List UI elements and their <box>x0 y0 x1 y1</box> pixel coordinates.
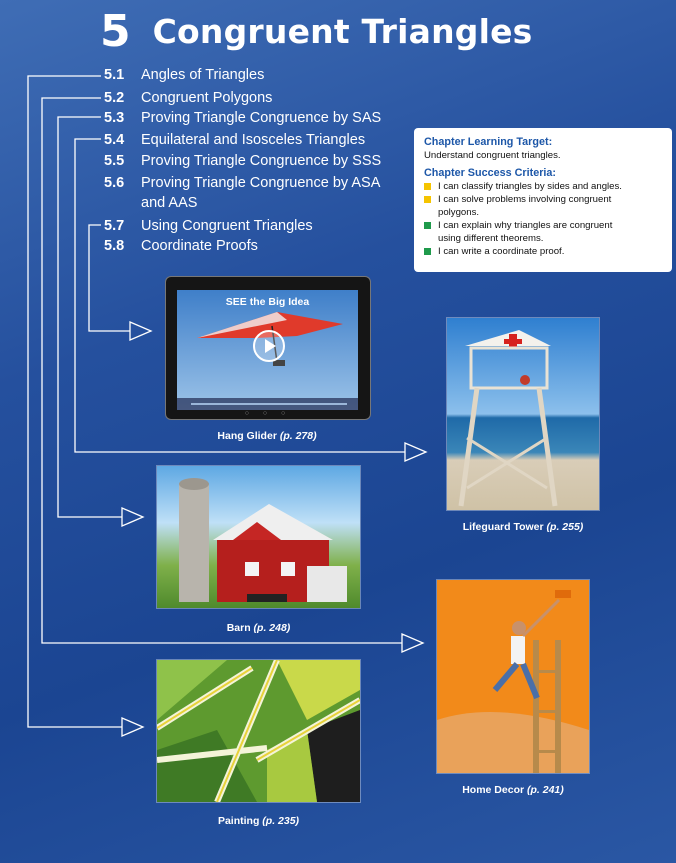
criteria-text-line2: using different theorems. <box>438 233 544 244</box>
lesson-title: Proving Triangle Congruence by SSS <box>141 153 382 169</box>
criteria-item <box>424 193 662 219</box>
learning-target-box <box>414 128 672 272</box>
green-square-icon <box>424 222 431 229</box>
video-screen[interactable] <box>177 290 358 410</box>
painting-illustration <box>157 660 360 802</box>
lifeguard-tower-illustration <box>447 318 599 510</box>
lesson-number: 5.4 <box>104 132 125 148</box>
play-button-icon[interactable] <box>253 330 285 362</box>
painting-caption <box>157 815 360 827</box>
home-decor-illustration <box>437 580 589 773</box>
home-decor-caption <box>437 784 589 796</box>
lifeguard-tower-photo <box>447 318 599 510</box>
lesson-number: 5.2 <box>104 90 125 106</box>
caption-page: (p. 248) <box>253 622 291 634</box>
criteria-item <box>424 245 662 258</box>
learning-target-text: Understand congruent triangles. <box>424 150 561 161</box>
caption-name: Lifeguard Tower <box>462 521 544 533</box>
lesson-title: Proving Triangle Congruence by ASA <box>141 175 381 191</box>
lesson-title: Equilateral and Isosceles Triangles <box>141 132 366 148</box>
chapter-title-text: Congruent Triangles <box>152 11 533 51</box>
lesson-title: Using Congruent Triangles <box>141 218 313 234</box>
lesson-title: Angles of Triangles <box>141 67 265 83</box>
criteria-text: I can classify triangles by sides and angles. <box>438 181 622 192</box>
lesson-number: 5.1 <box>104 67 125 83</box>
lesson-title: Congruent Polygons <box>141 90 273 106</box>
success-criteria-heading: Chapter Success Criteria: <box>424 167 557 179</box>
criteria-item <box>424 219 662 245</box>
tablet-buttons: ○ ○ ○ <box>244 410 292 417</box>
caption-page: (p. 241) <box>527 784 564 796</box>
criteria-text: I can solve problems involving congruent <box>438 194 612 205</box>
lesson-title: Proving Triangle Congruence by SAS <box>141 110 382 126</box>
barn-photo <box>157 466 360 608</box>
green-square-icon <box>424 248 431 255</box>
criteria-text: I can explain why triangles are congruent <box>438 220 613 231</box>
yellow-square-icon <box>424 183 431 190</box>
caption-name: Painting <box>217 815 260 827</box>
home-decor-photo <box>437 580 589 773</box>
lesson-title: Coordinate Proofs <box>141 238 258 254</box>
criteria-text-line2: polygons. <box>438 207 480 218</box>
progress-track[interactable] <box>191 403 347 405</box>
video-tablet[interactable] <box>165 276 371 420</box>
barn-caption <box>157 622 360 634</box>
lesson-number: 5.8 <box>104 238 125 254</box>
yellow-square-icon <box>424 196 431 203</box>
see-big-idea-label: SEE the Big Idea <box>225 296 310 308</box>
chapter-number: 5 <box>100 5 131 57</box>
criteria-item <box>424 180 662 193</box>
hang-glider-caption <box>165 430 369 442</box>
caption-page: (p. 235) <box>262 815 300 827</box>
caption-name: Home Decor <box>462 784 525 796</box>
lesson-title-line2: and AAS <box>141 195 198 211</box>
lifeguard-caption <box>447 521 599 533</box>
caption-page: (p. 278) <box>279 430 317 442</box>
lesson-number: 5.5 <box>104 153 125 169</box>
learning-target-heading: Chapter Learning Target: <box>424 136 553 148</box>
caption-name: Barn <box>226 622 251 634</box>
lesson-number: 5.7 <box>104 218 125 234</box>
painting-photo <box>157 660 360 802</box>
caption-page: (p. 255) <box>546 521 584 533</box>
video-control-bar[interactable] <box>177 398 358 410</box>
barn-illustration <box>157 466 360 608</box>
criteria-text: I can write a coordinate proof. <box>438 246 565 257</box>
lesson-number: 5.3 <box>104 110 125 126</box>
lesson-number: 5.6 <box>104 175 125 191</box>
caption-name: Hang Glider <box>217 430 277 442</box>
